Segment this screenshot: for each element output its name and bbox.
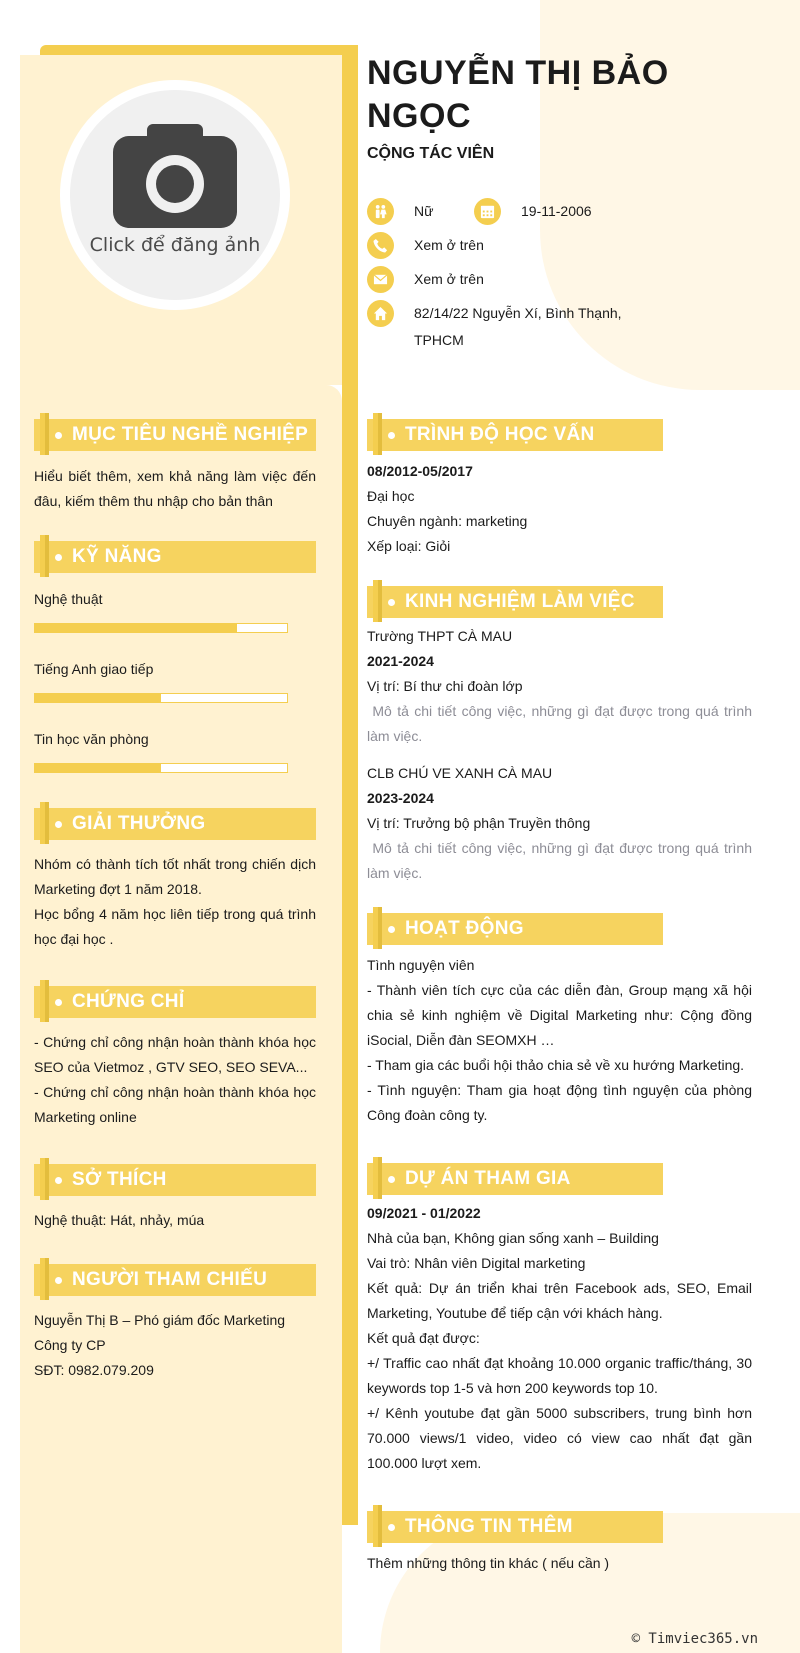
project-line: Nhà của bạn, Không gian sống xanh – Building — [367, 1230, 659, 1246]
reference-line: Công ty CP — [34, 1337, 106, 1353]
birthday-row — [474, 198, 592, 225]
section-header — [367, 1511, 663, 1543]
bullet-dot — [388, 926, 395, 933]
experience-period: 2023-2024 — [367, 790, 434, 806]
avatar-upload[interactable] — [60, 80, 290, 310]
section-title: HOẠT ĐỘNG — [405, 918, 524, 939]
experience-item — [367, 761, 756, 886]
project-line: +/ Traffic cao nhất đạt khoảng 10.000 organic traffic/tháng, 30 keywords top 1-5 và hơn 200 keywords top 10. — [367, 1355, 752, 1396]
skill-item — [34, 659, 316, 703]
section-extra-info — [367, 1511, 752, 1576]
section-hobbies — [34, 1164, 316, 1233]
section-title: SỞ THÍCH — [72, 1169, 167, 1190]
section-header — [367, 1163, 663, 1195]
certificate-line: - Chứng chỉ công nhận hoàn thành khóa học SEO của Vietmoz , GTV SEO, SEO SEVA... — [34, 1034, 316, 1075]
bullet-dot — [55, 554, 62, 561]
extra-info-text: Thêm những thông tin khác ( nếu cần ) — [367, 1555, 610, 1571]
section-header — [367, 419, 663, 451]
experience-description: Mô tả chi tiết công việc, những gì đạt được trong quá trình làm việc. — [367, 840, 756, 881]
section-education — [367, 419, 752, 559]
section-references — [34, 1264, 316, 1383]
home-icon — [367, 300, 394, 327]
bullet-dot — [388, 1176, 395, 1183]
activity-line: Tình nguyện viên — [367, 957, 475, 973]
candidate-name: NGUYỄN THỊ BẢO NGỌC — [367, 54, 669, 135]
award-line: Nhóm có thành tích tốt nhất trong chiến dịch Marketing đợt 1 năm 2018. — [34, 856, 316, 897]
section-header — [367, 913, 663, 945]
footer-watermark: © Timviec365.vn — [631, 1631, 758, 1647]
bullet-dot — [388, 432, 395, 439]
activity-line: - Tình nguyện: Tham gia hoạt động tình nguyện của phòng Công đoàn công ty. — [367, 1082, 752, 1123]
section-title: CHỨNG CHỈ — [72, 991, 185, 1012]
section-certificates — [34, 986, 316, 1130]
objective-text: Hiểu biết thêm, xem khả năng làm việc đến đâu, kiếm thêm thu nhập cho bản thân — [34, 468, 316, 509]
education-grade: Xếp loại: Giỏi — [367, 538, 451, 554]
project-line: Kết quả đạt được: — [367, 1330, 480, 1346]
calendar-icon — [474, 198, 501, 225]
project-line: +/ Kênh youtube đạt gần 5000 subscribers, trung bình hơn 70.000 views/1 video, video có view cao nhất đạt gần 100.000 lượt xem. — [367, 1405, 752, 1471]
section-title: TRÌNH ĐỘ HỌC VẤN — [405, 424, 595, 445]
experience-org: Trường THPT CÀ MAU — [367, 628, 513, 644]
section-header — [34, 1264, 316, 1296]
section-skills — [34, 541, 316, 773]
section-objective — [34, 419, 316, 514]
email-row — [367, 266, 484, 293]
left-column-rail — [342, 385, 358, 1525]
experience-org: CLB CHÚ VE XANH CÀ MAU — [367, 765, 553, 781]
gender-value: Nữ — [414, 203, 434, 219]
mail-icon — [367, 266, 394, 293]
section-awards — [34, 808, 316, 952]
bullet-dot — [55, 821, 62, 828]
experience-description: Mô tả chi tiết công việc, những gì đạt được trong quá trình làm việc. — [367, 703, 756, 744]
section-title: KỸ NĂNG — [72, 546, 162, 567]
phone-row — [367, 232, 484, 259]
photo-card — [20, 45, 358, 385]
experience-role: Vị trí: Bí thư chi đoàn lớp — [367, 678, 523, 694]
experience-role: Vị trí: Trưởng bộ phận Truyền thông — [367, 815, 591, 831]
phone-icon — [367, 232, 394, 259]
address-row — [367, 300, 624, 354]
photo-upload-label: Click để đăng ảnh — [89, 234, 261, 256]
gender-row — [367, 198, 433, 225]
section-header — [34, 986, 316, 1018]
section-header — [34, 1164, 316, 1196]
bullet-dot — [388, 1524, 395, 1531]
education-school: Đại học — [367, 488, 415, 504]
certificate-line: - Chứng chỉ công nhận hoàn thành khóa học Marketing online — [34, 1084, 316, 1125]
section-experience — [367, 586, 756, 886]
bullet-dot — [55, 999, 62, 1006]
phone-value: Xem ở trên — [414, 237, 484, 253]
education-period: 08/2012-05/2017 — [367, 463, 473, 479]
section-header — [34, 541, 316, 573]
reference-line: SĐT: 0982.079.209 — [34, 1362, 154, 1378]
section-title: NGƯỜI THAM CHIẾU — [72, 1269, 268, 1290]
award-line: Học bổng 4 năm học liên tiếp trong quá trình học đại học . — [34, 906, 316, 947]
candidate-position: CỘNG TÁC VIÊN — [367, 145, 495, 162]
project-line: Kết quả: Dự án triển khai trên Facebook ads, SEO, Email Marketing, Youtube để tiếp cận với khách hàng. — [367, 1280, 752, 1321]
skill-bar — [34, 623, 288, 633]
camera-icon — [113, 124, 237, 228]
bullet-dot — [55, 1277, 62, 1284]
section-header — [34, 419, 316, 451]
section-header — [367, 586, 663, 618]
skill-bar — [34, 763, 288, 773]
section-title: DỰ ÁN THAM GIA — [405, 1168, 571, 1189]
gender-icon — [367, 198, 394, 225]
background-blob — [680, 340, 720, 380]
section-activities — [367, 913, 752, 1128]
address-value: 82/14/22 Nguyễn Xí, Bình Thạnh, TPHCM — [414, 305, 622, 348]
email-value: Xem ở trên — [414, 271, 484, 287]
skill-item — [34, 589, 316, 633]
skill-bar — [34, 693, 288, 703]
section-header — [34, 808, 316, 840]
reference-line: Nguyễn Thị B – Phó giám đốc Marketing — [34, 1312, 286, 1328]
skill-bar-fill — [35, 764, 161, 772]
skill-bar-fill — [35, 624, 237, 632]
section-title: THÔNG TIN THÊM — [405, 1516, 573, 1537]
bullet-dot — [55, 432, 62, 439]
project-period: 09/2021 - 01/2022 — [367, 1205, 481, 1221]
activity-line: - Thành viên tích cực của các diễn đàn, Group mạng xã hội chia sẻ kinh nghiệm về Digital Marketing như: Cộng đồng iSocial, Diễn đàn SEOMXH … — [367, 982, 752, 1048]
bullet-dot — [388, 599, 395, 606]
skill-name: Nghệ thuật — [34, 591, 103, 607]
section-projects — [367, 1163, 752, 1476]
birthday-value: 19-11-2006 — [521, 203, 592, 219]
hobbies-text: Nghệ thuật: Hát, nhảy, múa — [34, 1212, 205, 1228]
activity-line: - Tham gia các buổi hội thảo chia sẻ về xu hướng Marketing. — [367, 1057, 745, 1073]
section-title: KINH NGHIỆM LÀM VIỆC — [405, 591, 635, 612]
project-line: Vai trò: Nhân viên Digital marketing — [367, 1255, 586, 1271]
photo-card-body — [20, 55, 342, 385]
education-major: Chuyên ngành: marketing — [367, 513, 528, 529]
section-title: GIẢI THƯỞNG — [72, 813, 206, 834]
skill-name: Tiếng Anh giao tiếp — [34, 661, 154, 677]
bullet-dot — [55, 1177, 62, 1184]
skill-bar-fill — [35, 694, 161, 702]
skill-name: Tin học văn phòng — [34, 731, 149, 747]
section-title: MỤC TIÊU NGHỀ NGHIỆP — [72, 424, 309, 445]
skill-item — [34, 729, 316, 773]
experience-period: 2021-2024 — [367, 653, 434, 669]
experience-item — [367, 624, 756, 749]
